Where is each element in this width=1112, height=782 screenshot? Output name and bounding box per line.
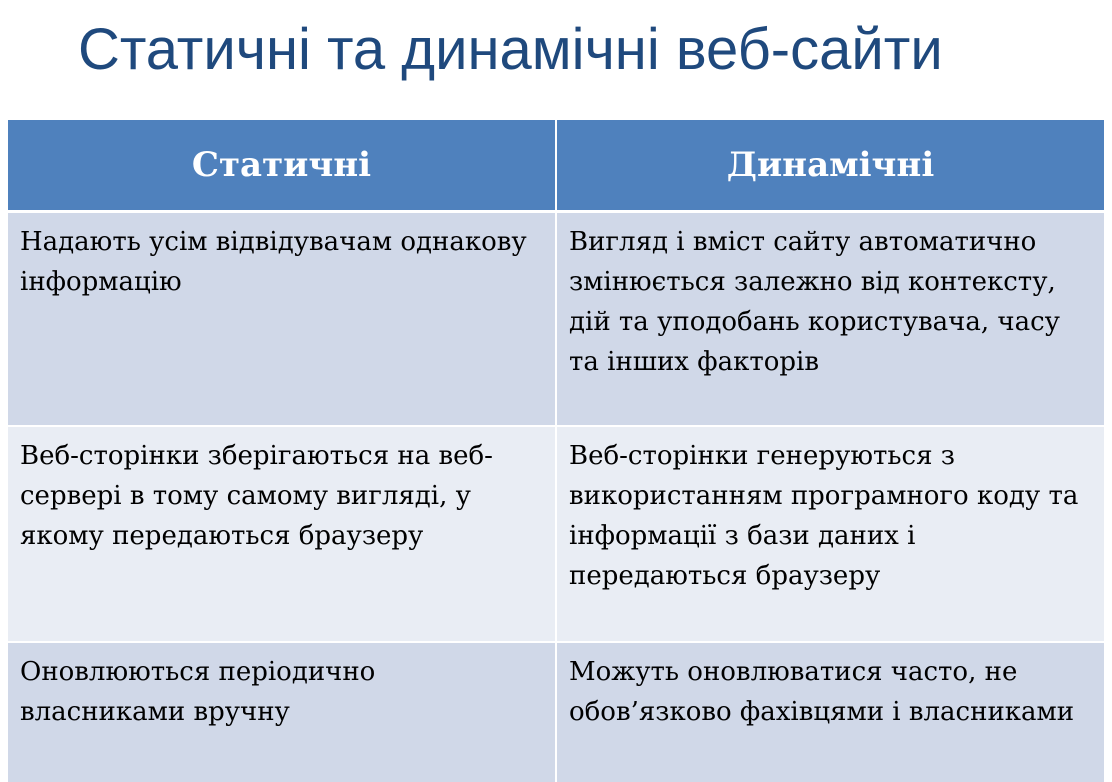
page-title: Статичні та динамічні веб-сайти [78, 17, 943, 82]
cell-dynamic: Веб-сторінки генеруються з використанням програмного коду та інформації з бази даних і передаються браузеру [556, 426, 1104, 642]
header-dynamic: Динамічні [556, 120, 1104, 212]
cell-dynamic: Можуть оновлюватися часто, не обов’язково фахівцями і власниками [556, 642, 1104, 782]
cell-static: Оновлюються періодично власниками вручну [8, 642, 556, 782]
table-row [8, 426, 1104, 642]
comparison-table [8, 120, 1104, 782]
table-header-row [8, 120, 1104, 212]
table-row [8, 642, 1104, 782]
header-static: Статичні [8, 120, 556, 212]
table-row [8, 212, 1104, 426]
cell-static: Веб-сторінки зберігаються на веб-сервері в тому самому вигляді, у якому передаються браузеру [8, 426, 556, 642]
cell-static: Надають усім відвідувачам однакову інформацію [8, 212, 556, 426]
cell-dynamic: Вигляд і вміст сайту автоматично змінюється залежно від контексту, дій та уподобань користувача, часу та інших факторів [556, 212, 1104, 426]
